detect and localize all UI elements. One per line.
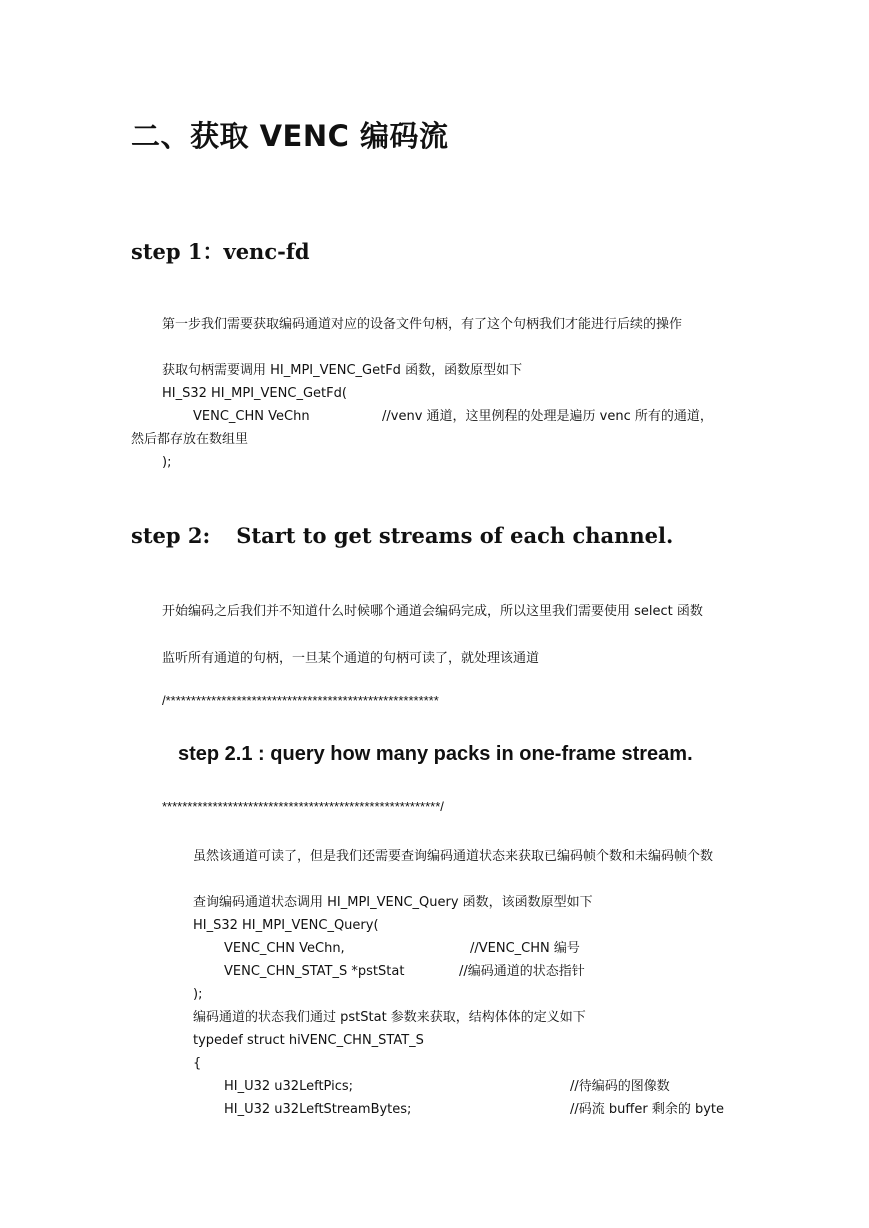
- struct-field-name: HI_U32 u32LeftStreamBytes;: [224, 1102, 412, 1117]
- step2-line-listen: 监听所有通道的句柄，一旦某个通道的句柄可读了，就处理该通道: [162, 651, 540, 666]
- step2-1-prototype: HI_S32 HI_MPI_VENC_Query(: [193, 918, 379, 933]
- step2-1-heading: step 2.1 : query how many packs in one-frame stream.: [178, 743, 693, 765]
- step2-paragraph: 开始编码之后我们并不知道什么时候哪个通道会编码完成，所以这里我们需要使用 select 函数: [162, 604, 703, 619]
- step2-1-line-query: 查询编码通道状态调用 HI_MPI_VENC_Query 函数，该函数原型如下: [193, 895, 593, 910]
- step1-paragraph: 第一步我们需要获取编码通道对应的设备文件句柄，有了这个句柄我们才能进行后续的操作: [162, 317, 683, 332]
- query-param-name: VENC_CHN_STAT_S *pstStat: [224, 964, 405, 979]
- step1-param-comment: //venv 通道，这里例程的处理是遍历 venc 所有的通道，: [382, 409, 713, 424]
- brace-open: {: [193, 1056, 202, 1071]
- step1-close: );: [162, 455, 172, 470]
- step2-1-close: );: [193, 987, 203, 1002]
- struct-field-comment: //待编码的图像数: [570, 1079, 670, 1094]
- step2-1-paragraph: 虽然该通道可读了，但是我们还需要查询编码通道状态来获取已编码帧个数和未编码帧个数: [193, 849, 714, 864]
- page-title: 二、获取 VENC 编码流: [131, 119, 449, 153]
- typedef-line: typedef struct hiVENC_CHN_STAT_S: [193, 1033, 424, 1048]
- step2-heading-label: step 2:: [131, 523, 211, 548]
- step1-param-name: VENC_CHN VeChn: [193, 409, 310, 424]
- step2-heading: [131, 523, 673, 548]
- query-param-comment: //编码通道的状态指针: [459, 964, 585, 979]
- comment-stars-open: /******************************************************: [162, 693, 439, 708]
- step2-1-line-pststat: 编码通道的状态我们通过 pstStat 参数来获取，结构体体的定义如下: [193, 1010, 586, 1025]
- struct-field-name: HI_U32 u32LeftPics;: [224, 1079, 354, 1094]
- query-param-name: VENC_CHN VeChn,: [224, 941, 345, 956]
- step1-heading: step 1：venc-fd: [131, 239, 310, 264]
- step1-prototype: HI_S32 HI_MPI_VENC_GetFd(: [162, 386, 347, 401]
- step2-heading-text: Start to get streams of each channel.: [236, 523, 674, 548]
- step1-param-comment-cont: 然后都存放在数组里: [131, 432, 249, 447]
- query-param-comment: //VENC_CHN 编号: [470, 941, 580, 956]
- comment-stars-close: *******************************************************/: [162, 799, 444, 814]
- step1-line-getfd: 获取句柄需要调用 HI_MPI_VENC_GetFd 函数，函数原型如下: [162, 363, 523, 378]
- struct-field-comment: //码流 buffer 剩余的 byte: [570, 1102, 724, 1117]
